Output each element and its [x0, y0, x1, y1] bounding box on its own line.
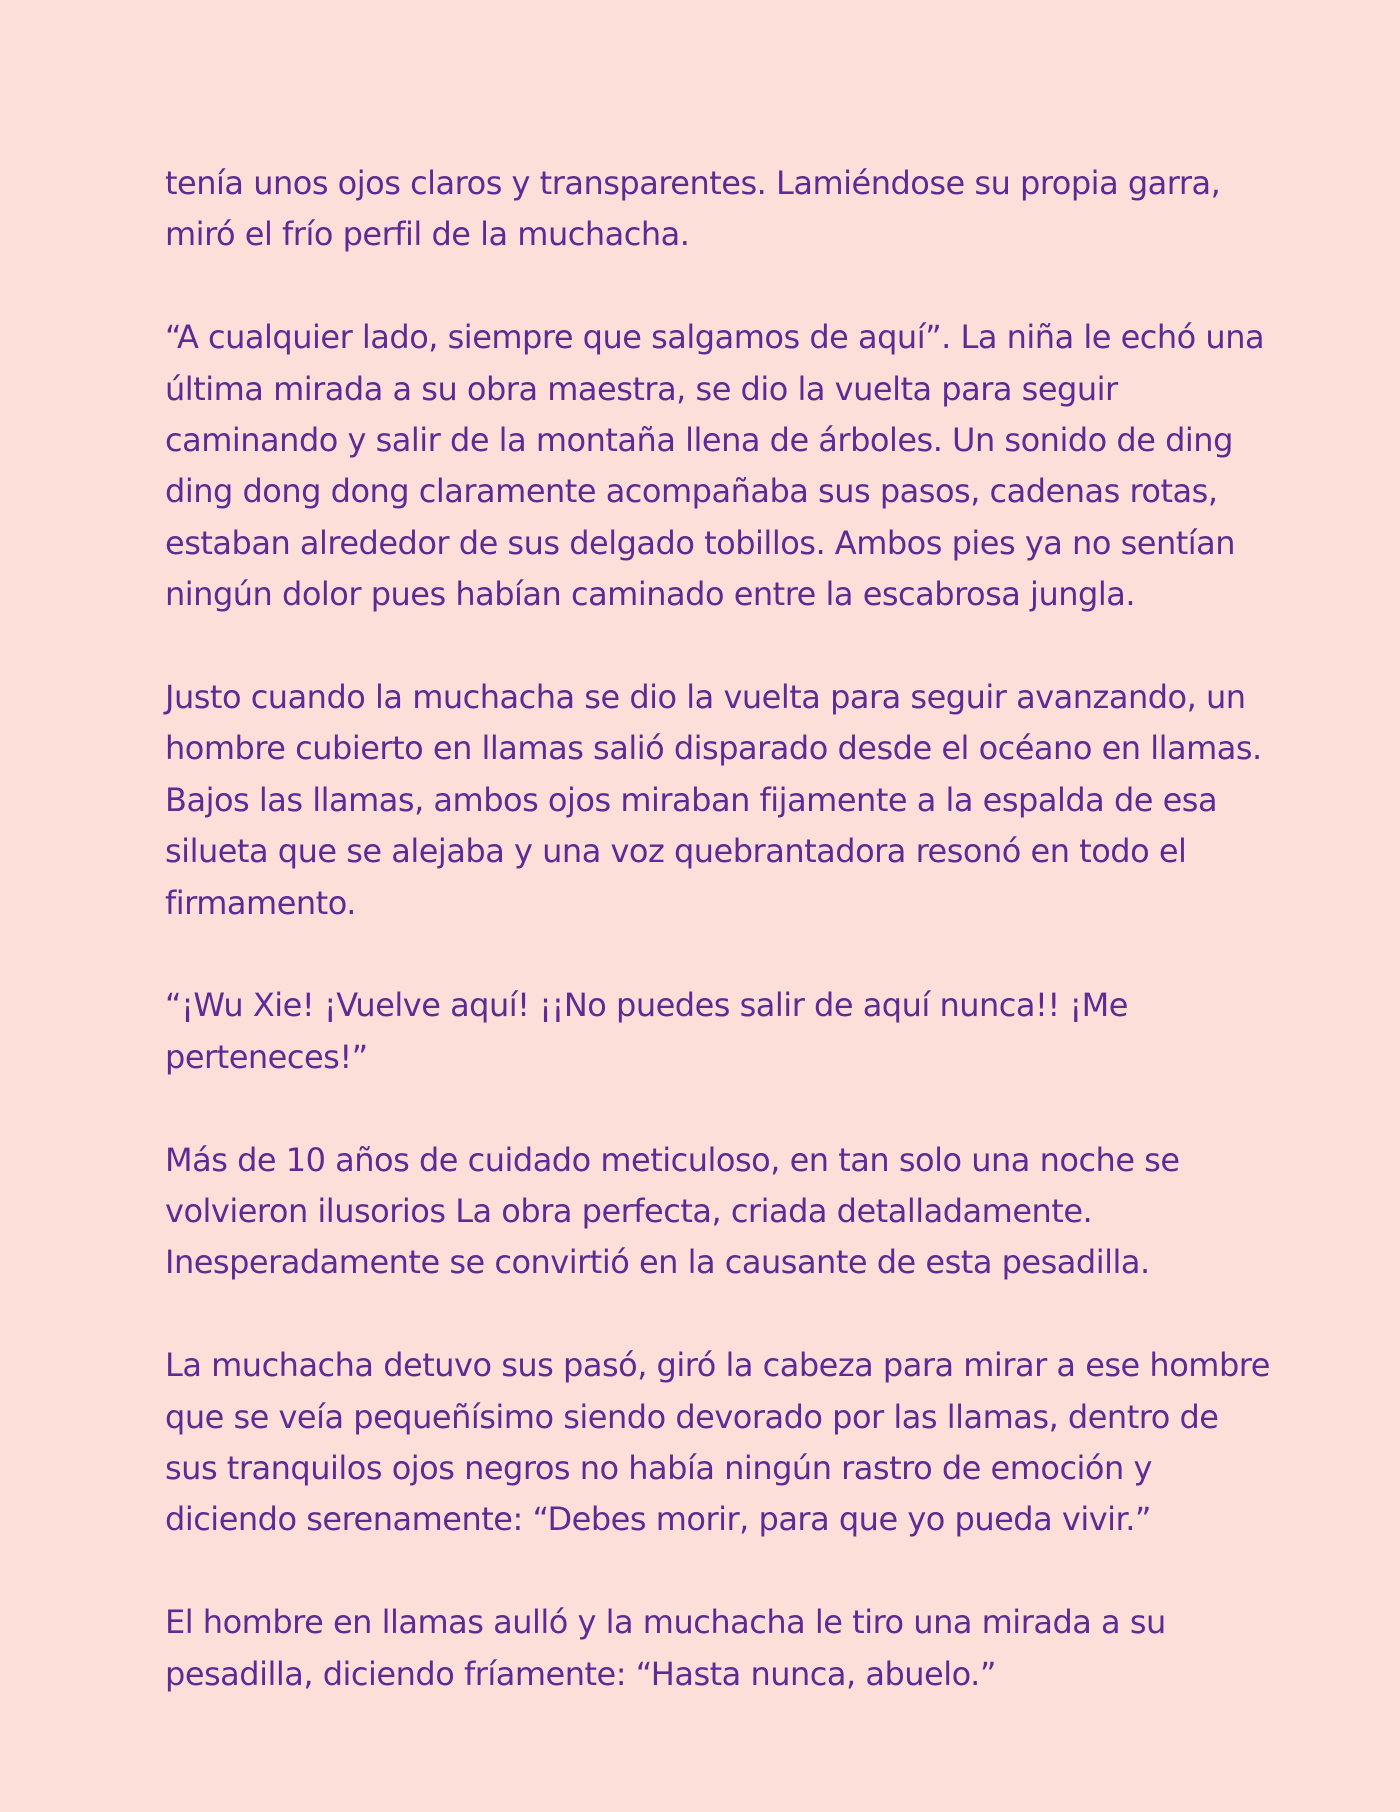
paragraph: tenía unos ojos claros y transparentes. Lamiéndose su propia garra, miró el frío perfil de la muchacha. [165, 164, 1221, 254]
paragraph: La muchacha detuvo sus pasó, giró la cabeza para mirar a ese hombre que se veía pequeñísimo siendo devorado por las llamas, dentro de sus tranquilos ojos negros no había ningún rastro de emoción y diciendo serenamente: “Debes morir, para que yo pueda vivir.” [165, 1346, 1270, 1539]
paragraph: Más de 10 años de cuidado meticuloso, en tan solo una noche se volvieron ilusorios La obra perfecta, criada detalladamente. Inesperadamente se convirtió en la causante de esta pesadilla. [165, 1140, 1180, 1282]
paragraph: Justo cuando la muchacha se dio la vuelta para seguir avanzando, un hombre cubierto en llamas salió disparado desde el océano en llamas. Bajos las llamas, ambos ojos miraban fijamente a la espalda de esa silueta que se alejaba y una voz quebrantadora resonó en todo el firmamento. [165, 678, 1262, 922]
paragraph: El hombre en llamas aulló y la muchacha le tiro una mirada a su pesadilla, diciendo fríamente: “Hasta nunca, abuelo.” [165, 1603, 1166, 1693]
paragraph: “A cualquier lado, siempre que salgamos de aquí”. La niña le echó una última mirada a su obra maestra, se dio la vuelta para seguir caminando y salir de la montaña llena de árboles. Un sonido de ding ding dong dong claramente acompañaba sus pasos, cadenas rotas, estaban alrededor de sus delgado tobillos. Ambos pies ya no sentían ningún dolor pues habían caminado entre la escabrosa jungla. [165, 318, 1265, 614]
document-body [165, 158, 1280, 1751]
paragraph: “¡Wu Xie! ¡Vuelve aquí! ¡¡No puedes salir de aquí nunca!! ¡Me perteneces!” [165, 986, 1128, 1076]
